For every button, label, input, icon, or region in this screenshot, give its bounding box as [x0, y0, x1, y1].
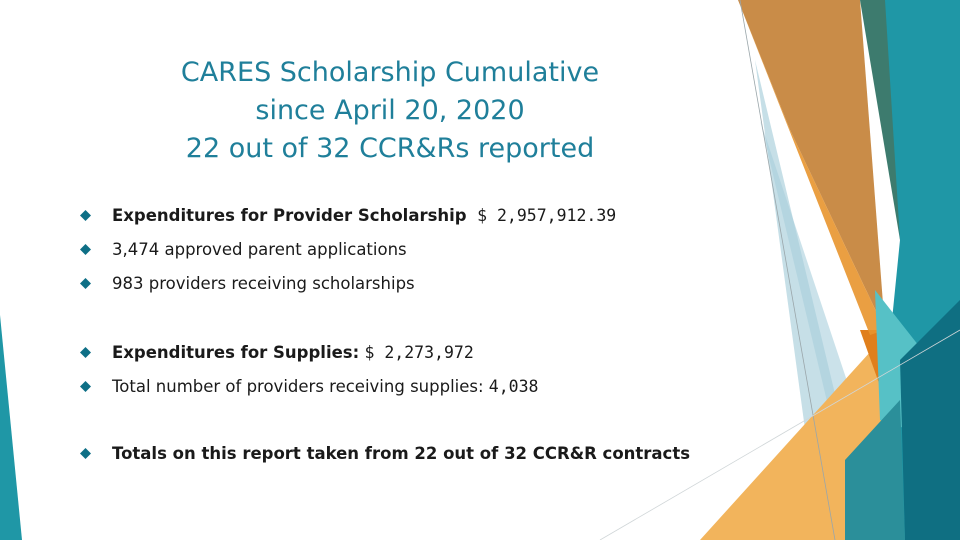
diamond-bullet-icon — [80, 347, 91, 358]
bullet-value: $ 2,957,912.39 — [477, 205, 617, 225]
bullet-item-providers-scholarships — [80, 271, 415, 295]
diamond-bullet-icon — [80, 210, 91, 221]
bullet-text — [112, 206, 616, 225]
bullet-text — [112, 343, 474, 362]
bullet-text: 983 providers receiving scholarships — [112, 273, 415, 293]
bullet-value: $ 2,273,972 — [364, 342, 474, 362]
title-line-1: CARES Scholarship Cumulative — [180, 57, 600, 88]
bullet-value: 4,038 — [488, 376, 539, 396]
bullet-label: Expenditures for Provider Scholarship — [112, 205, 467, 225]
title-line-3: 22 out of 32 CCR&Rs reported — [185, 133, 595, 164]
bullet-item-provider-scholarship — [80, 203, 616, 227]
bullet-item-parent-applications — [80, 237, 407, 261]
title-line-2: since April 20, 2020 — [255, 95, 525, 126]
bullet-text — [112, 444, 690, 463]
diamond-bullet-icon — [80, 381, 91, 392]
diamond-bullet-icon — [80, 448, 91, 459]
bullet-label: Total number of providers receiving supplies: — [112, 376, 484, 396]
bullet-label: Expenditures for Supplies: — [112, 342, 360, 362]
diamond-bullet-icon — [80, 244, 91, 255]
bullet-label: Totals on this report taken from 22 out of 32 CCR&R contracts — [112, 443, 691, 463]
bullet-item-providers-supplies — [80, 374, 538, 398]
bullet-item-report-totals — [80, 441, 690, 465]
bullet-text: 3,474 approved parent applications — [112, 239, 407, 259]
bullet-text — [112, 377, 538, 396]
diamond-bullet-icon — [80, 278, 91, 289]
bullet-item-supplies-expenditures — [80, 340, 474, 364]
